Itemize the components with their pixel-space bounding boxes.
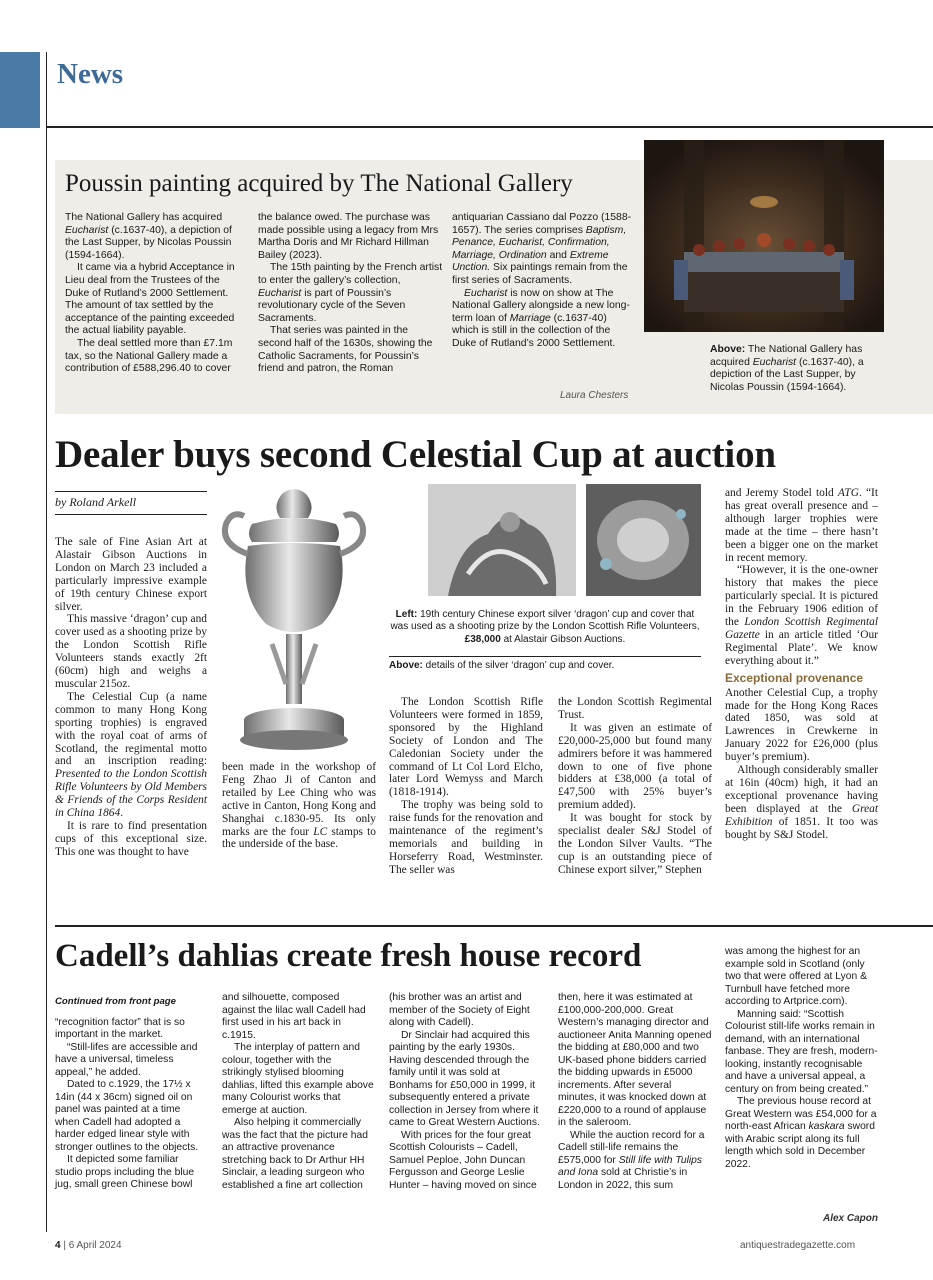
section-color-tab (0, 52, 40, 128)
poussin-headline: Poussin painting acquired by The National Gallery (65, 170, 573, 197)
byline-rule-top (55, 491, 207, 492)
celestial-byline: by Roland Arkell (55, 495, 137, 509)
cadell-column-3: (his brother was an artist and member of the Society of Eight along with Cadell). Dr Sinclair had acquired this painting by the early 1930s. Having descended through the family until it was sold at Bonhams for £50,000 in 1999, it subsequently entered a private collection in Jersey from where it came to Great Western Auctions. With prices for the four great Scottish Colourists – Cadell, Samuel Peploe, John Duncan Fergusson and George Leslie Hunter – having moved on since (389, 992, 540, 1191)
celestial-column-2: been made in the workshop of Feng Zhao Ji of Canton and retailed by Lee Ching who was active in Canton, Hong Kong and Shanghai c.1830-95. Its only marks are the four LC stamps to the underside of the base. (222, 761, 376, 851)
footer-website: antiquestradegazette.com (740, 1240, 856, 1251)
page-vertical-rule (46, 52, 47, 1232)
cup-detail-photo-1 (428, 484, 576, 596)
cadell-column-5: was among the highest for an example sold in Scotland (only two that were offered at Lyon & Turnbull have fetched more according to Artprice.com). Manning said: “Scottish Colourist still-life works remain in demand, with an international fanbase. They are fresh, modern-looking, instantly recognisable and have a universal appeal, a century on from being created.” The previous house record at Great Western was £54,000 for a north-east African kaskara sword with Arabic script along its full length which sold in December 2022. (725, 946, 878, 1170)
silver-dragon-cup-photo (212, 484, 376, 756)
continued-label: Continued from front page (55, 996, 176, 1007)
byline-rule-bottom (55, 514, 207, 515)
cup-detail-photo-2 (586, 484, 701, 596)
last-supper-painting (644, 140, 884, 332)
header-rule (46, 126, 933, 128)
exceptional-provenance-subhead: Exceptional provenance (725, 670, 864, 685)
cadell-column-4: then, here it was estimated at £100,000-200,000. Great Western’s managing director and auctioneer Anita Manning opened the bidding at £80,000 and two UK-based phone bidders carried the bidding upwards in £5000 increments. After several minutes, it was knocked down at £220,000 to a round of applause in the saleroom. While the auction record for a Cadell still-life remains the £575,000 for Still life with Tulips and Iona sold at Christie’s in London in 2022, this sum (558, 992, 712, 1191)
celestial-column-3: The London Scottish Rifle Volunteers were formed in 1859, sponsored by the Highland Society of London and The Caledonian Society under the command of Lt Col Lord Elcho, later Lord Wemyss and March (1818-1914). The trophy was being sold to raise funds for the renovation and maintenance of the regiment’s memorials and building in Horseferry Road, Westminster. The seller was (389, 696, 543, 876)
footer-page-info: 4 | 6 April 2024 (55, 1240, 122, 1251)
caption-rule (389, 656, 701, 657)
celestial-column-1: The sale of Fine Asian Art at Alastair Gibson Auctions in London on March 23 included a particularly impressive example of 19th century Chinese export silver. This massive ‘dragon’ cup and cover used as a shooting prize by the London Scottish Rifle Volunteers stands exactly 2ft (60cm) high and weighs a muscular 215oz. The Celestial Cup (a name common to many Hong Kong sporting trophies) is engraved with the royal coat of arms of Scotland, the regimental motto and an inscription reading: Presented to the London Scottish Rifle Volunteers by Old Members & Friends of the Corps Resident in China 1864. It is rare to find presentation cups of this exceptional size. This one was thought to have (55, 536, 207, 858)
cup-caption-left: Left: 19th century Chinese export silver ‘dragon’ cup and cover that was used as a shooting prize by the London Scottish Rifle Volunteers, £38,000 at Alastair Gibson Auctions. (390, 609, 700, 645)
celestial-headline: Dealer buys second Celestial Cup at auction (55, 433, 776, 476)
celestial-column-4: the London Scottish Regimental Trust. It was given an estimate of £20,000-25,000 but found many admirers before it was hammered down to one of five phone bidders at £38,000 (a total of £47,500 with 25% buyer’s premium added). It was bought for stock by specialist dealer S&J Stodel of the London Silver Vaults. “The cup is an outstanding piece of Chinese export silver,” Stephen (558, 696, 712, 876)
issue-date: 6 April 2024 (68, 1240, 122, 1251)
cadell-rule (55, 925, 933, 927)
poussin-caption: Above: The National Gallery has acquired Eucharist (c.1637-40), a depiction of the Last Supper, by Nicolas Poussin (1594-1664). (710, 344, 864, 393)
page-number: 4 (55, 1240, 61, 1251)
cadell-column-2: and silhouette, composed against the lilac wall Cadell had first used in his art back in c.1915. The interplay of pattern and colour, together with the strikingly stylised blooming dahlias, lifted this example above many Colourist works that emerge at auction. Also helping it commercially was the fact that the picture had an attractive provenance stretching back to Dr Arthur HH Sinclair, a leading surgeon who established a fine art collection (222, 992, 374, 1191)
celestial-column-5: and Jeremy Stodel told ATG. “It has great overall presence and – although larger trophies were made at the time – there hasn’t been a bigger one on the market in recent memory. “However, it is the one-owner history that makes the piece particularly special. It is pictured in the February 1906 edition of the London Scottish Regimental Gazette in an article titled ‘Our Regimental Plate’. We know everything about it.” Exceptional provenance Another Celestial Cup, a trophy made for the Hong Kong Races dated 1850, was sold at Lawrences in Crewkerne in January 2022 for £26,000 (plus buyer’s premium). Although considerably smaller at 16in (40cm) high, it had an exceptional provenance having been displayed at the Great Exhibition of 1851. It too was bought by S&J Stodel. (725, 487, 878, 841)
poussin-column-1: The National Gallery has acquired Eucharist (c.1637-40), a depiction of the Last Supper, by Nicolas Poussin (1594-1664). It came via a hybrid Acceptance in Lieu deal from the Trustees of the Duke of Rutland’s 2000 Settlement. The amount of tax settled by the acceptance of the painting exceeded the actual liability payable. The deal settled more than £7.1m tax, so the National Gallery made a contribution of £588,296.40 to cover (65, 212, 235, 375)
cadell-column-1: Continued from front page “recognition factor” that is so important in the market. “Still-lifes are accessible and have a universal, timeless appeal,” he added. Dated to c.1929, the 17½ x 14in (44 x 36cm) signed oil on panel was painted at a time when Cadell had adopted a harder edged linear style with stronger outlines to the objects. It depicted some familiar studio props including the blue jug, small green Chinese bowl (55, 996, 205, 1192)
cadell-headline: Cadell’s dahlias create fresh house record (55, 938, 642, 974)
cup-caption-above: Above: details of the silver ‘dragon’ cup and cover. (389, 660, 615, 671)
poussin-column-3: antiquarian Cassiano dal Pozzo (1588-1657). The series comprises Baptism, Penance, Eucharist, Confirmation, Marriage, Ordination and Extreme Unction. Six paintings remain from the first series of Sacraments. Eucharist is now on show at The National Gallery alongside a new long-term loan of Marriage (c.1637-40) which is still in the collection of the Duke of Rutland’s 2000 Settlement. (452, 212, 632, 349)
section-title: News (57, 58, 124, 90)
poussin-author: Laura Chesters (560, 390, 629, 401)
poussin-column-2: the balance owed. The purchase was made possible using a legacy from Mrs Martha Doris and Mr Richard Hillman Bailey (2023). The 15th painting by the French artist to enter the gallery’s collection, Eucharist is part of Poussin’s revolutionary cycle of the Seven Sacraments. That series was painted in the second half of the 1630s, showing the Catholic Sacraments, for Poussin’s friend and patron, the Roman (258, 212, 443, 375)
cadell-author: Alex Capon (823, 1213, 879, 1224)
